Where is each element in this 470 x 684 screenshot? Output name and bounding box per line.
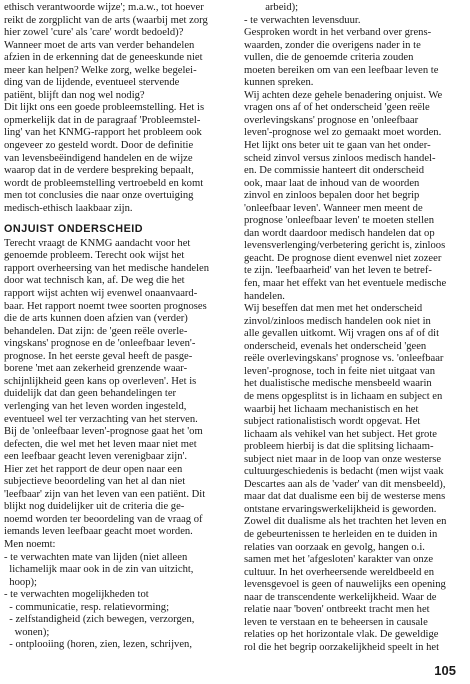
text-line: 'leefbaar' zijn van het leven van een patiënt. Dit [4,488,206,500]
text-line: - communicatie, resp. relatievorming; [4,601,170,613]
text-line: Men noemt: [4,538,56,550]
text-line: Het lijkt ons beter uit te gaan van het onder- [244,140,431,152]
text-line: vragen ons af of het onderscheid 'geen reële [244,102,430,114]
text-line: die de arts kunnen doen afzien van (verder) [4,313,188,325]
text-line: - zelfstandigheid (zich bewegen, verzorgen, [4,614,195,626]
text-line: Hier zet het rapport de deur open naar een [4,463,183,475]
text-line: samen met het 'afgesloten' karakter van onze [244,554,434,566]
text-line: de mens opgesplitst is in lichaam en subject en [244,390,443,402]
text-line: dan wordt daardoor medisch handelen dat op [244,227,435,239]
text-line: cultuur. In het overheersende wereldbeeld en [244,566,435,578]
text-line: Wanneer moet de arts van verder behandelen [4,39,195,51]
text-line: baar. Het rapport noemt twee soorten prognoses [4,300,207,312]
text-line: subject rationalistisch wordt opgevat. Het [244,416,421,428]
text-line: ethisch verantwoorde wijze'; m.a.w., tot hoever [4,2,204,13]
text-line: men tot conclusies die naar onze overtuiging [4,190,194,202]
page-number: 105 [434,663,456,678]
text-line: afzien in de erkenning dat de geneeskunde niet [4,52,203,64]
text-line: prognose 'onleefbaar leven' te moeten stellen [244,215,435,227]
section-heading: ONJUIST ONDERSCHEID [4,223,144,236]
text-line: medisch-ethisch laakbaar zijn. [4,202,133,214]
text-line: zinvol en zinloos bepalen door het begrip [244,190,420,202]
text-line: ding van de lijdende, eventueel stervende [4,77,180,89]
text-line: lichamelijk maar ook in de zin van uitzicht, [4,564,194,576]
text-line: overlevingskans' prognose en 'onleefbaar [244,114,419,126]
text-line: blijkt nog duidelijker uit de criteria die ge- [4,501,185,513]
text-line: waarbij het lichaam mechanistisch en het [244,403,419,415]
text-line: - ontplooiing (horen, zien, lezen, schrijven, [4,639,192,651]
text-line: Gesproken wordt in het verband over grens- [244,27,432,39]
text-line: reële overlevingskans' prognose vs. 'onleefbaar [244,353,444,365]
text-line: 'onleefbaar leven'. Wanneer men meent de [244,202,423,214]
text-line: ongeveer zo gesteld wordt. Door de definitie [4,140,194,152]
text-line: subject niet maar in de loop van onze westerse [244,453,442,465]
text-line: te zijn. 'leefbaarheid' van het leven te betref- [244,265,432,277]
text-line: ling' van het KNMG-rapport het probleem ook [4,127,202,139]
text-line: door wat technisch kan, af. De weg die het [4,275,185,287]
text-line: wonen); [4,626,50,638]
text-line: reikt de zorgplicht van de arts (waarbij met zorg [4,14,208,26]
text-line: Bij de 'onleefbaar leven'-prognose gaat het 'om [4,426,203,438]
text-line: scheid zinvol versus zinloos medisch handel- [244,152,436,164]
left-column [4,2,236,652]
text-line: rapport overheersing van het medische handelen [4,262,210,274]
text-line: levensgevoel is geen of nauwelijks een opening [244,579,446,591]
text-line: arbeid); [244,2,299,13]
text-line: fen, maar het effekt van het eventuele medische [244,278,447,290]
text-line: duidelijk dat dan geen behandelingen ter [4,388,177,400]
text-line: Zowel dit dualisme als het trachten het leven en [244,516,447,528]
text-line: meer kan helpen? Welke zorg, welke begelei- [4,64,197,76]
text-line: leven'-prognose, toch in feite niet uitgaat van [244,365,436,377]
text-line: vingskans' prognose en de 'onleefbaar leven'- [4,338,196,350]
text-line: hier zowel 'cure' als 'care' wordt bedoeld)? [4,27,184,39]
text-line: patiënt, blijft dan nog wel nodig? [4,89,145,101]
text-line: leven te verstaan en te beheersen in causale [244,616,428,628]
text-line: borene 'met aan zekerheid grenzende waar- [4,363,188,375]
text-line: verlenging van het leven worden ingesteld, [4,400,187,412]
text-line: geacht. De prognose dient evenwel niet zozeer [244,252,442,264]
text-line: levensverlenging/verbetering gericht is, zinloos [244,240,446,252]
text-line: lichaam als vehikel van het subject. Het grote [244,428,437,440]
text-line: zinvol/zinloos medisch handelen ook niet in [244,315,431,327]
text-line: de gebeurtenissen te herleiden en te duiden in [244,528,438,540]
text-line: ontstane ervaringswerkelijkheid is geworden. [244,503,437,515]
right-column [244,2,464,654]
text-line: - te verwachten levensduur. [244,14,361,26]
text-line: een leefbaar geacht leven verenigbaar zijn'. [4,451,188,463]
text-line: - te verwachten mate van lijden (niet alleen [4,551,188,563]
text-line: relaties van oorzaak en gevolg, hangen o.i. [244,541,425,553]
text-line: rapport wijst achten wij evenwel onaanvaard- [4,288,198,300]
text-line: kunnen spreken. [244,77,314,89]
text-line: naar de transcendente werkelijkheid. Waar de [244,591,437,603]
text-line: vullen, die de genoemde criteria zouden [244,52,414,64]
text-line: Wij achten deze gehele benadering onjuist. We [244,89,443,101]
text-line: eventueel wel ter verzachting van het sterven. [4,413,198,425]
text-line: rol die het begrip oorzakelijkheid speelt in het [244,641,440,653]
text-line: Terecht vraagt de KNMG aandacht voor het [4,237,191,249]
text-line: waarden, zonder die overigens nader in te [244,39,421,51]
text-line: subjectieve beoordeling van het al dan niet [4,476,186,488]
text-line: cultuurgeschiedenis is bedacht (men wijst vaak [244,466,444,478]
text-line: van levensbeëindigend handelen en de wijze [4,152,193,164]
text-line: - te verwachten mogelijkheden tot [4,589,149,601]
text-line: leven'-prognose wel zo gemaakt moet worden. [244,127,442,139]
text-line: noemd worden ter beoordeling van de vraag of [4,513,203,525]
text-line: behandelen. Dat zijn: de 'geen reële overle- [4,325,188,337]
text-line: defecten, die wel met het leven maar niet met [4,438,197,450]
text-line: relaties op het horizontale vlak. De geweldige [244,629,439,641]
text-line: maar dat dat dualisme een bij de westerse mens [244,491,446,503]
text-line: handelen. [244,290,285,302]
text-line: prognose. In het eerste geval heeft de pasge- [4,350,193,362]
text-line: en. De commissie hanteert dit onderscheid [244,165,425,177]
text-line: moeten bereiken om van een leefbaar leven te [244,64,439,76]
text-line: probleem hierbij is dat die splitsing lichaam- [244,441,434,453]
left-paragraphs-continued [4,238,236,652]
text-line: hoop); [4,576,37,588]
left-paragraphs [4,2,236,215]
text-line: onderscheid, evenals het onderscheid 'geen [244,340,427,352]
text-line: opmerkelijk dat in de paragraaf 'Probleemstel- [4,114,201,126]
text-line: iemands leven leefbaar geacht moet worden. [4,526,193,538]
text-line: genoemde probleem. Terecht ook wijst het [4,250,185,262]
text-line: Descartes aan als de 'vader' van dit mensbeeld), [244,478,446,490]
text-line: waarop dat in de verdere bespreking bepaalt, [4,165,194,177]
text-line: schijnlijkheid geen kans op overleven'. Het is [4,375,197,387]
text-line: Dit lijkt ons een goede probleemstelling. Het is [4,102,205,114]
text-line: wordt de probleemstelling vertroebeld en komt [4,177,204,189]
text-line: Wij beseffen dat men met het onderscheid [244,303,423,315]
text-line: ook, maar laat de inhoud van de woorden [244,177,420,189]
text-line: het dualistische medische mensbeeld waarin [244,378,432,390]
text-line: alle gevallen uitkomt. Wij vragen ons af of dit [244,328,440,340]
text-line: relatie naar 'boven' ontbreekt tracht men het [244,604,430,616]
right-paragraphs [244,2,464,654]
